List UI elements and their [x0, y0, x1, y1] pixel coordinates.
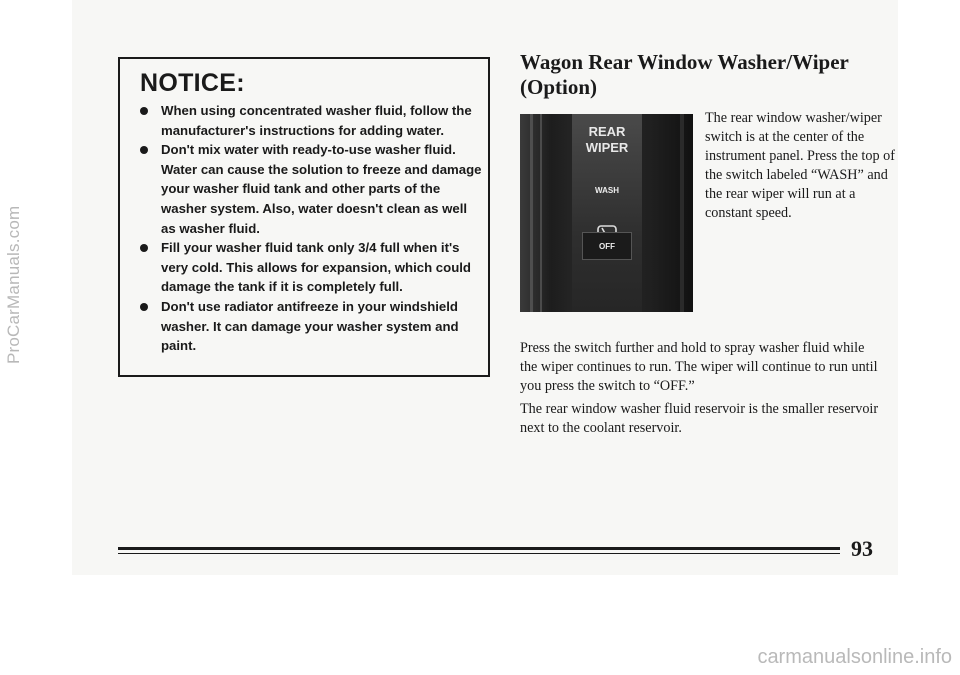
bottom-watermark: carmanualsonline.info [757, 646, 952, 668]
switch-panel [572, 114, 642, 312]
notice-item [138, 238, 483, 297]
photo-stripe [540, 114, 542, 312]
notice-item-text: When using concentrated washer fluid, follow the manufacturer's instructions for adding water. [161, 103, 472, 138]
notice-list [138, 101, 483, 356]
notice-item [138, 101, 483, 140]
notice-title: NOTICE: [140, 69, 245, 97]
notice-item-text: Don't mix water with ready-to-use washer fluid. Water can cause the solution to freeze and damage your washer fluid tank and other parts of the washer system. Also, water doesn't clean as well as washer fluid. [161, 142, 482, 236]
photo-stripe [530, 114, 533, 312]
notice-box [118, 57, 490, 377]
off-label: OFF [599, 242, 615, 251]
paragraph-reservoir: The rear window washer fluid reservoir is the smaller reservoir next to the coolant reservoir. [520, 401, 879, 436]
bullet-icon [140, 107, 148, 115]
section-heading: Wagon Rear Window Washer/Wiper (Option) [520, 50, 849, 99]
bullet-icon [140, 146, 148, 154]
bullet-icon [140, 244, 148, 252]
footer-rule-thick [118, 547, 840, 550]
bullet-icon [140, 303, 148, 311]
page-number: 93 [851, 536, 873, 561]
paragraph-switch: Press the switch further and hold to spray washer fluid while the wiper continues to run. The wiper will continue to run until you press the switch to “OFF.” [520, 340, 878, 394]
off-switch [582, 232, 632, 260]
switch-label-wiper: WIPER [585, 140, 629, 155]
intro-paragraph: The rear window washer/wiper switch is at the center of the instrument panel. Press the top of the switch labeled “WASH” and the rear wiper will run at a constant speed. [705, 110, 895, 221]
notice-item-text: Don't use radiator antifreeze in your windshield washer. It can damage your washer system and paint. [161, 298, 459, 354]
notice-item-text: Fill your washer fluid tank only 3/4 full when it's very cold. This allows for expansion, which could damage the tank if it is completely full. [161, 240, 471, 295]
photo-stripe [680, 114, 684, 312]
switch-label-rear: REAR [588, 124, 626, 139]
footer-rule-thin [118, 553, 840, 554]
side-watermark: ProCarManuals.com [4, 205, 23, 365]
wash-switch [582, 176, 632, 206]
rear-wiper-switch-photo [520, 114, 693, 312]
wash-label: WASH [595, 186, 619, 195]
notice-item [138, 297, 483, 356]
notice-item [138, 140, 483, 238]
